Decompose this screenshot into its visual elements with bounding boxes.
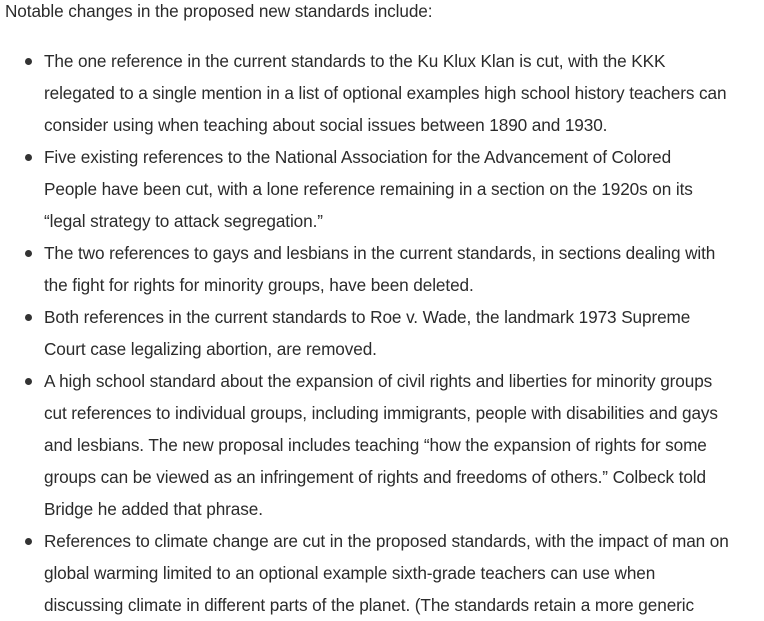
- bullet-icon: [25, 250, 32, 257]
- item-text-line: and lesbians. The new proposal includes teaching “how the expansion of rights for some: [44, 435, 707, 455]
- item-text-line: People have been cut, with a lone reference remaining in a section on the 1920s on its: [44, 179, 693, 199]
- list-item: [0, 301, 764, 365]
- item-text-line: the fight for rights for minority groups, have been deleted.: [44, 275, 474, 295]
- item-text-line: The one reference in the current standards to the Ku Klux Klan is cut, with the KKK: [44, 51, 666, 71]
- list-item: [0, 45, 764, 141]
- item-text-line: groups can be viewed as an infringement of rights and freedoms of others.” Colbeck told: [44, 467, 706, 487]
- list-item: [0, 141, 764, 237]
- item-text-line: Both references in the current standards to Roe v. Wade, the landmark 1973 Supreme: [44, 307, 691, 327]
- item-text-line: relegated to a single mention in a list of optional examples high school history teachers can: [44, 83, 727, 103]
- item-text-line: References to climate change are cut in the proposed standards, with the impact of man on: [44, 531, 729, 551]
- item-text-line: global warming limited to an optional example sixth-grade teachers can use when: [44, 563, 656, 583]
- item-text-line: The two references to gays and lesbians in the current standards, in sections dealing with: [44, 243, 716, 263]
- bullet-icon: [25, 378, 32, 385]
- item-text-line: consider using when teaching about social issues between 1890 and 1930.: [44, 115, 608, 135]
- intro-text: Notable changes in the proposed new standards include:: [5, 1, 433, 21]
- list-item: [0, 365, 764, 525]
- bullet-icon: [25, 154, 32, 161]
- item-text-line: “legal strategy to attack segregation.”: [44, 211, 323, 231]
- changes-list: [0, 45, 764, 621]
- bullet-icon: [25, 538, 32, 545]
- bullet-icon: [25, 314, 32, 321]
- list-item: [0, 237, 764, 301]
- item-text-line: Court case legalizing abortion, are removed.: [44, 339, 377, 359]
- item-text-line: cut references to individual groups, including immigrants, people with disabilities and gays: [44, 403, 718, 423]
- list-item: [0, 525, 764, 621]
- item-text-line: A high school standard about the expansion of civil rights and liberties for minority groups: [44, 371, 713, 391]
- bullet-icon: [25, 58, 32, 65]
- item-text-line: Five existing references to the National Association for the Advancement of Colored: [44, 147, 672, 167]
- item-text-line: discussing climate in different parts of the planet. (The standards retain a more generic: [44, 595, 694, 615]
- item-text-line: Bridge he added that phrase.: [44, 499, 263, 519]
